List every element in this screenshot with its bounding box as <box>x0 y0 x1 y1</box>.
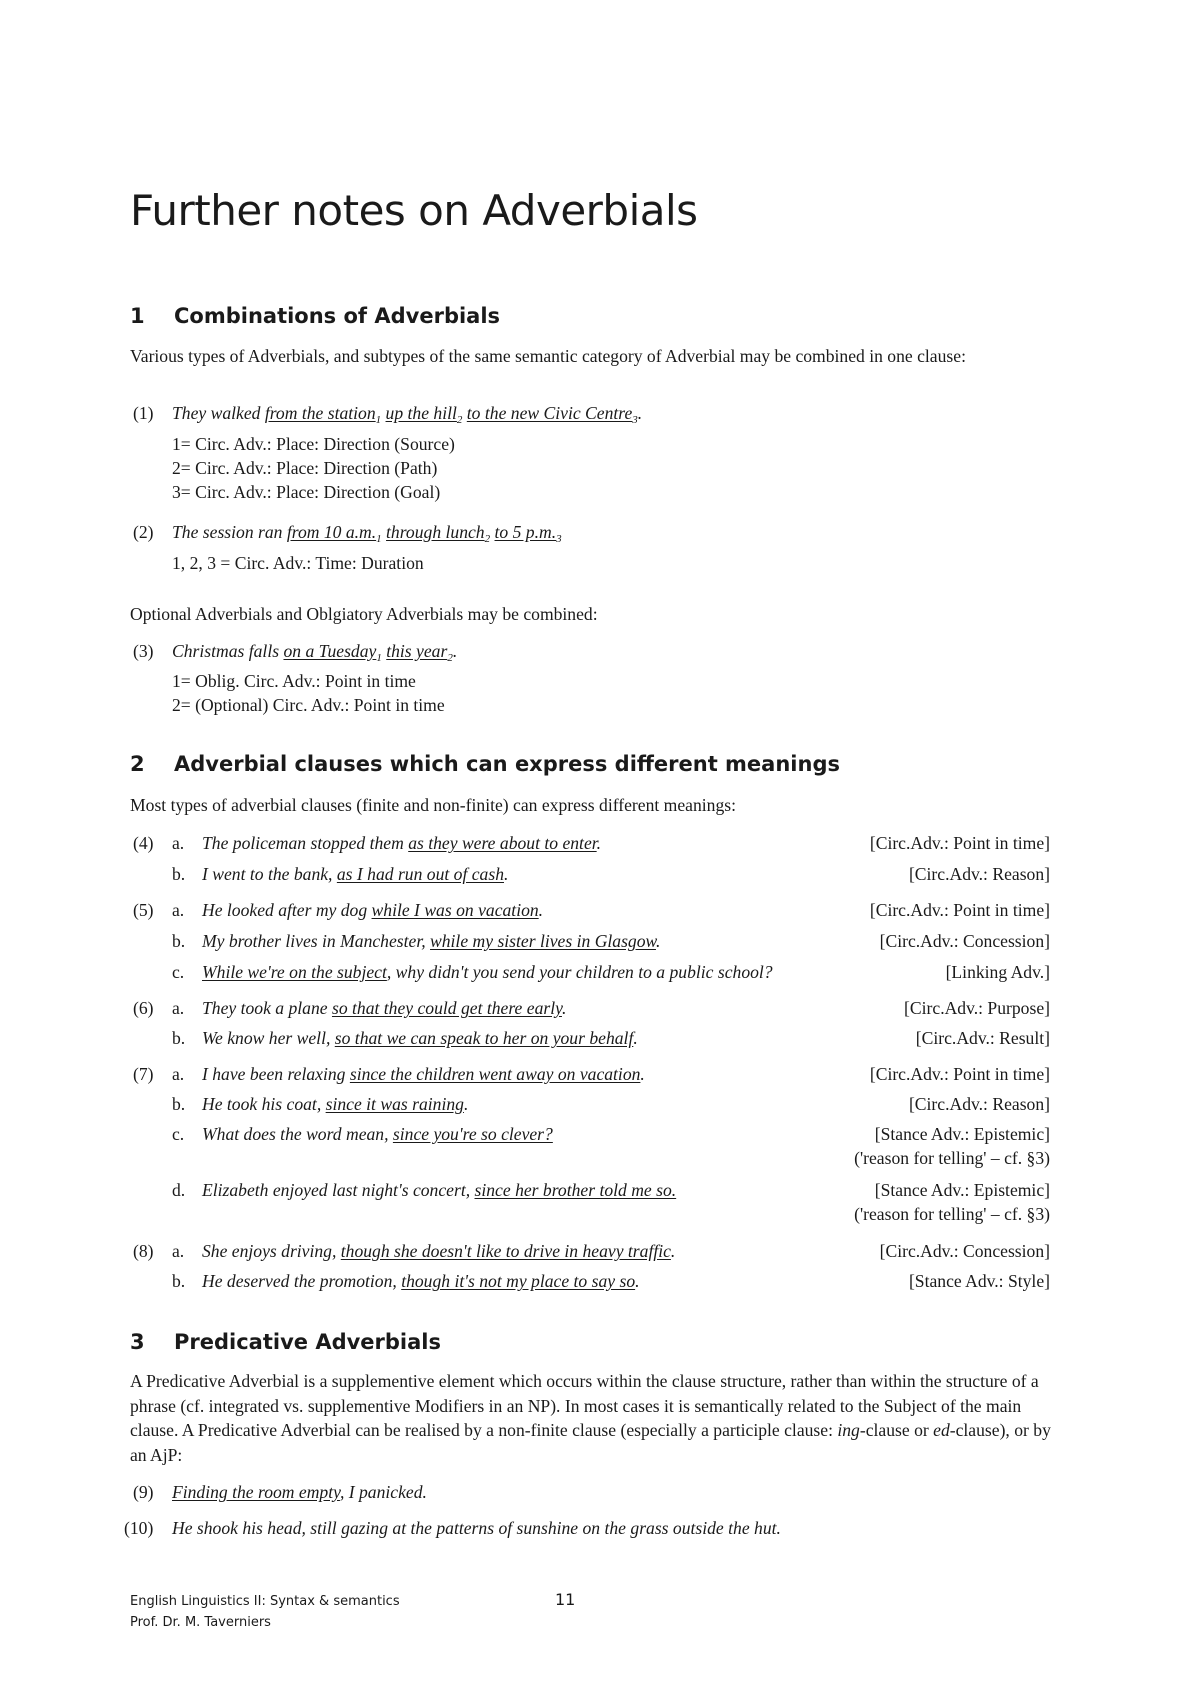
function-label: [Circ.Adv.: Reason] <box>908 1094 1050 1114</box>
sentence-text: Elizabeth enjoyed last night's concert, <box>202 1180 475 1200</box>
example-sentence <box>202 1064 645 1085</box>
example-10-sentence: He shook his head, still gazing at the patterns of sunshine on the grass outside the hut. <box>172 1518 781 1538</box>
underlined-adverbial: to 5 p.m. <box>494 522 557 542</box>
sentence-text: She enjoys driving, <box>202 1241 341 1261</box>
sentence-text: My brother lives in Manchester, <box>202 931 431 951</box>
sentence-text: I went to the bank, <box>202 864 337 884</box>
section-title: Predicative Adverbials <box>174 1330 441 1354</box>
example-sentence <box>202 1271 640 1292</box>
footer-professor: Prof. Dr. M. Taverniers <box>130 1615 271 1630</box>
function-label: [Circ.Adv.: Result] <box>915 1028 1050 1048</box>
underlined-adverbial: up the hill <box>385 403 457 423</box>
underlined-clause: while I was on vacation <box>371 900 539 920</box>
underlined-adverbial: on a Tuesday <box>283 641 377 661</box>
example-note: 3= Circ. Adv.: Place: Direction (Goal) <box>172 482 441 502</box>
footer-course: English Linguistics II: Syntax & semantics <box>130 1594 400 1609</box>
example-3-sentence <box>172 641 457 664</box>
underlined-clause: as they were about to enter <box>408 833 597 853</box>
section-title: Adverbial clauses which can express different meanings <box>174 752 840 776</box>
example-sentence <box>202 864 508 885</box>
sentence-text: The session ran <box>172 522 287 542</box>
underlined-clause: since it was raining <box>325 1094 464 1114</box>
sentence-text: , I panicked. <box>339 1482 427 1502</box>
example-number: (8) <box>133 1241 154 1261</box>
example-letter: b. <box>172 1271 186 1291</box>
sentence-text: . <box>504 864 509 884</box>
sentence-text: . <box>670 1241 676 1261</box>
section-number: 1 <box>130 304 145 328</box>
example-sentence <box>202 962 773 983</box>
function-label: [Circ.Adv.: Point in time] <box>869 833 1050 853</box>
underlined-clause: as I had run out of cash <box>336 864 504 884</box>
function-label: [Circ.Adv.: Reason] <box>908 864 1050 884</box>
example-sentence <box>202 1094 468 1115</box>
example-letter: b. <box>172 1028 186 1048</box>
example-letter: b. <box>172 864 186 884</box>
underlined-clause: since her brother told me so. <box>474 1180 677 1200</box>
example-sentence <box>202 1241 675 1262</box>
subscript: 1 <box>375 414 382 426</box>
paragraph-italic: ed <box>933 1420 950 1440</box>
example-note: 1, 2, 3 = Circ. Adv.: Time: Duration <box>172 553 424 573</box>
section-2-intro: Most types of adverbial clauses (finite and non-finite) can express different meanings: <box>130 795 736 815</box>
sentence-text: . <box>637 403 643 423</box>
page-number: 11 <box>555 1590 576 1609</box>
underlined-adverbial: through lunch <box>386 522 485 542</box>
function-label: [Linking Adv.] <box>945 962 1050 982</box>
underlined-clause: though she doesn't like to drive in heavy traffic <box>340 1241 671 1261</box>
example-number: (5) <box>133 900 154 920</box>
example-sentence <box>202 900 543 921</box>
example-9-sentence <box>172 1482 427 1503</box>
sentence-text: He deserved the promotion, <box>202 1271 402 1291</box>
sentence-text: He took his coat, <box>202 1094 326 1114</box>
function-label: [Circ.Adv.: Concession] <box>879 1241 1050 1261</box>
example-letter: b. <box>172 931 186 951</box>
subscript: 2 <box>447 652 453 664</box>
section-2-heading <box>130 752 840 776</box>
section-1-intro-2: Optional Adverbials and Oblgiatory Adverbials may be combined: <box>130 604 598 624</box>
page-title: Further notes on Adverbials <box>130 186 698 235</box>
example-sentence <box>202 1028 638 1049</box>
example-letter: c. <box>172 1124 185 1144</box>
function-label: [Stance Adv.: Epistemic] <box>874 1180 1050 1200</box>
sentence-text: . <box>635 1271 640 1291</box>
function-label-note: ('reason for telling' – cf. §3) <box>854 1204 1050 1224</box>
sentence-text: . <box>655 931 661 951</box>
example-number: (9) <box>133 1482 154 1502</box>
underlined-adverbial: from the station <box>264 403 376 423</box>
sentence-text: . <box>633 1028 638 1048</box>
example-1-sentence <box>172 403 642 426</box>
function-label: [Circ.Adv.: Point in time] <box>869 900 1050 920</box>
paragraph-italic: ing <box>837 1420 860 1440</box>
function-label: [Stance Adv.: Epistemic] <box>874 1124 1050 1144</box>
example-sentence <box>202 998 566 1019</box>
example-number: (2) <box>133 522 154 542</box>
example-number: (7) <box>133 1064 154 1084</box>
sentence-text: I have been relaxing <box>202 1064 350 1084</box>
sentence-text: . <box>596 833 602 853</box>
example-letter: a. <box>172 1064 185 1084</box>
underlined-adverbial: to the new Civic Centre <box>466 403 633 423</box>
sentence-text: The policeman stopped them <box>202 833 409 853</box>
sentence-text: They walked <box>172 403 265 423</box>
example-number: (10) <box>124 1518 154 1538</box>
sentence-text: They took a plane <box>202 998 332 1018</box>
example-2-sentence <box>172 522 562 545</box>
underlined-adverbial: this year <box>386 641 448 661</box>
sentence-text: . <box>640 1064 645 1084</box>
example-note: 2= Circ. Adv.: Place: Direction (Path) <box>172 458 438 478</box>
subscript: 3 <box>632 414 638 426</box>
subscript: 3 <box>556 533 562 545</box>
sentence-text: . <box>538 900 544 920</box>
example-sentence <box>202 1124 553 1145</box>
section-number: 3 <box>130 1330 145 1354</box>
underlined-adverbial: from 10 a.m. <box>286 522 377 542</box>
subscript: 2 <box>484 533 491 545</box>
example-sentence <box>202 833 601 854</box>
example-note: 1= Circ. Adv.: Place: Direction (Source) <box>172 434 455 454</box>
section-3-paragraph <box>130 1369 1055 1467</box>
section-1-heading <box>130 304 500 328</box>
paragraph-text: -clause), or by an AjP: <box>130 1420 1051 1465</box>
subscript: 1 <box>376 652 382 664</box>
example-letter: c. <box>172 962 185 982</box>
sentence-text: What does the word mean, <box>202 1124 393 1144</box>
underlined-clause: since the children went away on vacation <box>349 1064 641 1084</box>
function-label: [Circ.Adv.: Point in time] <box>869 1064 1050 1084</box>
section-3-heading <box>130 1330 441 1354</box>
paragraph-text: A Predicative Adverbial is a supplementive element which occurs within the clause structure, rather than within the structure of a phrase (cf. integrated vs. supplementive Modifiers in an NP). In most cases it is semantically related to the Subject of the main clause. A Predicative Adverbial can be realised by a non-finite clause (especially a participle clause: <box>130 1371 1039 1440</box>
underlined-clause: so that they could get there early <box>331 998 562 1018</box>
example-number: (1) <box>133 403 154 423</box>
sentence-text: Christmas falls <box>172 641 284 661</box>
underlined-clause: so that we can speak to her on your behalf <box>334 1028 634 1048</box>
example-sentence <box>202 1180 676 1201</box>
paragraph-text: -clause or <box>859 1420 934 1440</box>
example-number: (3) <box>133 641 154 661</box>
example-number: (4) <box>133 833 154 853</box>
sentence-text: , why didn't you send your children to a public school? <box>386 962 773 982</box>
sentence-text: We know her well, <box>202 1028 335 1048</box>
example-note: 1= Oblig. Circ. Adv.: Point in time <box>172 671 416 691</box>
example-number: (6) <box>133 998 154 1018</box>
example-letter: a. <box>172 833 185 853</box>
function-label: [Circ.Adv.: Concession] <box>879 931 1050 951</box>
sentence-text: . <box>452 641 458 661</box>
underlined-clause: While we're on the subject <box>202 962 387 982</box>
section-title: Combinations of Adverbials <box>174 304 501 328</box>
example-sentence <box>202 931 660 952</box>
underlined-clause: though it's not my place to say so <box>401 1271 636 1291</box>
underlined-clause: while my sister lives in Glasgow <box>430 931 656 951</box>
sentence-text: He looked after my dog <box>202 900 372 920</box>
example-letter: a. <box>172 1241 185 1261</box>
example-letter: d. <box>172 1180 186 1200</box>
section-1-intro: Various types of Adverbials, and subtypes of the same semantic category of Adverbial may be combined in one clause: <box>130 346 966 366</box>
section-number: 2 <box>130 752 145 776</box>
example-note: 2= (Optional) Circ. Adv.: Point in time <box>172 695 445 715</box>
example-letter: a. <box>172 998 185 1018</box>
example-letter: b. <box>172 1094 186 1114</box>
subscript: 2 <box>456 414 463 426</box>
function-label-note: ('reason for telling' – cf. §3) <box>854 1148 1050 1168</box>
underlined-clause: since you're so clever? <box>392 1124 553 1144</box>
sentence-text: . <box>463 1094 469 1114</box>
function-label: [Circ.Adv.: Purpose] <box>904 998 1050 1018</box>
function-label: [Stance Adv.: Style] <box>908 1271 1050 1291</box>
example-letter: a. <box>172 900 185 920</box>
underlined-adverbial: Finding the room empty <box>172 1482 340 1502</box>
subscript: 1 <box>376 533 382 545</box>
sentence-text: . <box>561 998 567 1018</box>
